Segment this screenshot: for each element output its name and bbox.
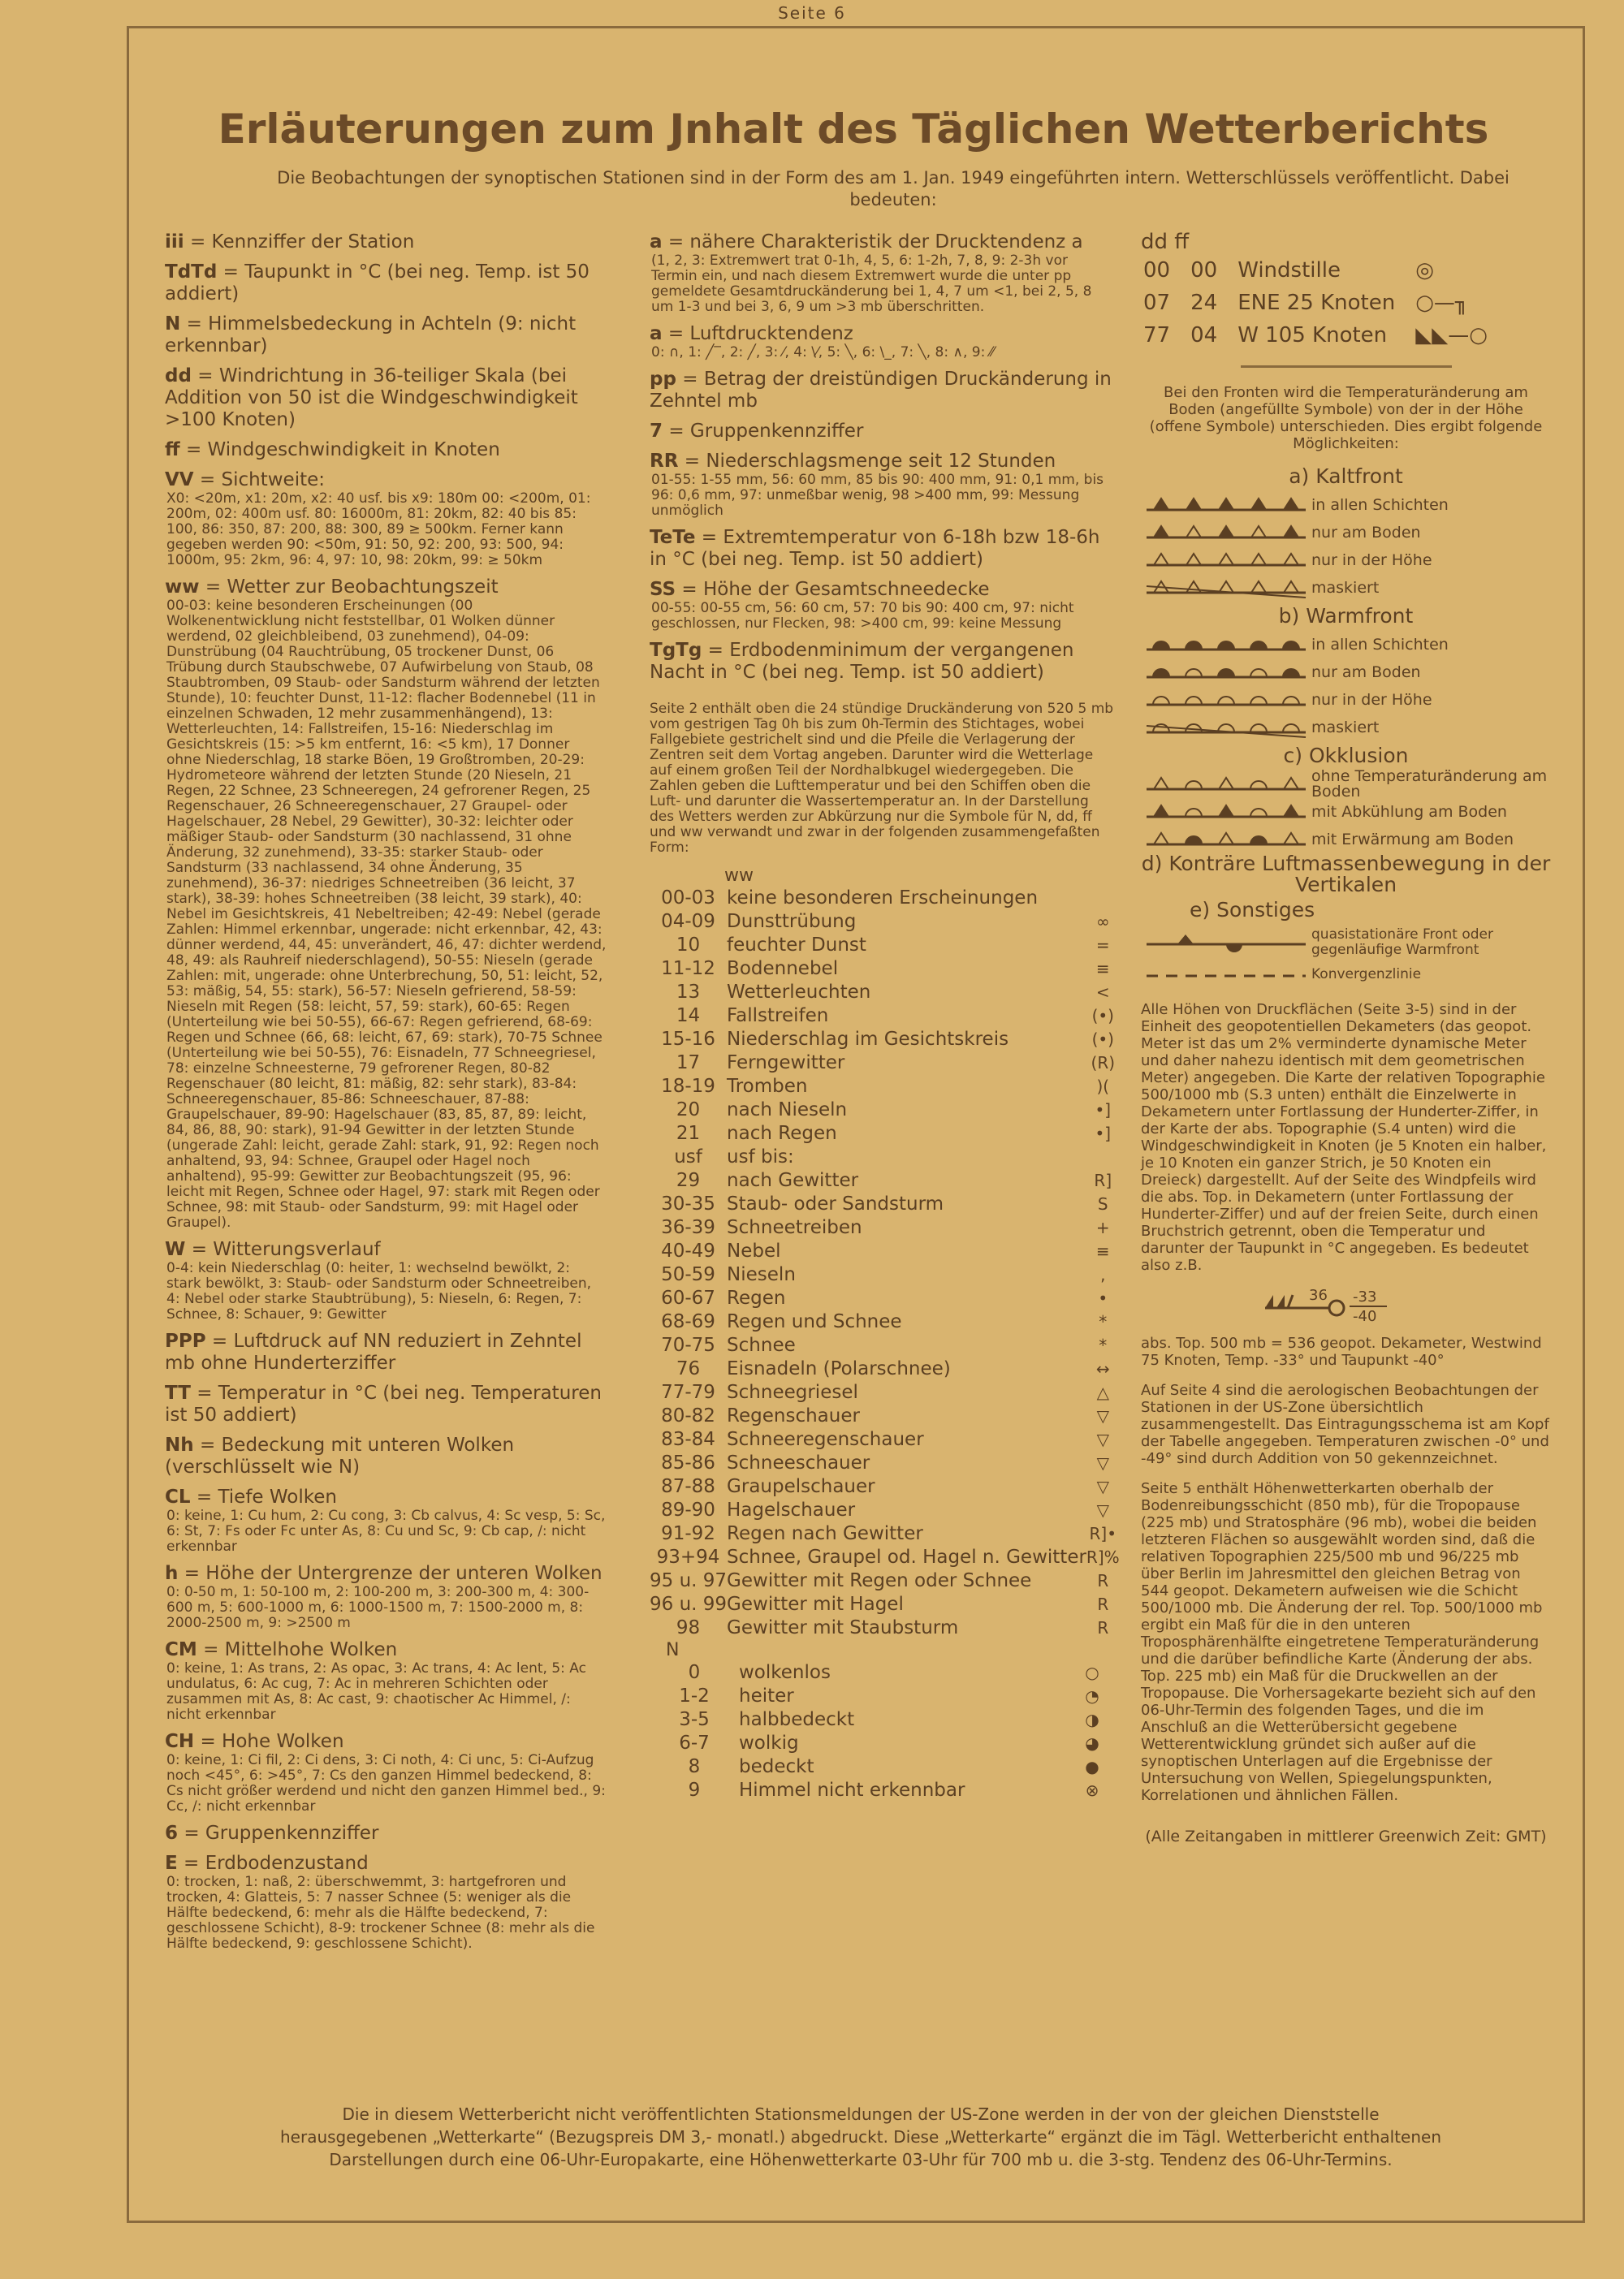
weather-symbol-icon: * xyxy=(1099,1312,1108,1332)
label: Bodennebel xyxy=(727,958,839,979)
convergence-line-icon xyxy=(1141,963,1311,986)
ww-row xyxy=(650,1122,1120,1146)
weather-symbol-icon: ▽ xyxy=(1096,1477,1109,1496)
ww-row xyxy=(650,1028,1120,1051)
label: wolkig xyxy=(739,1733,799,1754)
example-num: 36 xyxy=(1308,1287,1328,1304)
ddff-header: dd ff xyxy=(1141,230,1190,254)
legend-entry: pp = Betrag der dreistündigen Druckänderung in Zehntel mb xyxy=(650,369,1112,412)
fronts-intro: Bei den Fronten wird die Temperaturänderung am Boden (angefüllte Symbole) von der in der Höhe (offene Symbole) unterschieden. Dies ergibt folgende Möglichkeiten: xyxy=(1149,384,1543,452)
weather-symbol-icon: ▽ xyxy=(1096,1430,1109,1449)
weather-symbol-icon xyxy=(1086,1146,1120,1169)
legend-text: (1, 2, 3: Extremwert trat 0-1h, 4, 5, 6: 1-2h, 7, 8, 9: 2-3h vor Termin ein, und nach diesem Extremwert wurde die unter pp gemeldete Gesamtdruckänderung bei 1, 4, 7 um <1, bei 2, 5, 8 um 1-3 und bei 3, 6, 9 um >3 mb überschritten. xyxy=(651,253,1092,315)
weather-symbol-icon: ↔ xyxy=(1095,1359,1110,1379)
weather-symbol-icon: ▽ xyxy=(1096,1453,1109,1473)
weather-symbol-icon: R]• xyxy=(1089,1524,1117,1543)
n-row xyxy=(650,1708,1116,1732)
ff: 04 xyxy=(1190,323,1218,347)
label: Regen und Schnee xyxy=(727,1311,902,1332)
ddff-row xyxy=(1142,287,1505,318)
legend-text: 0: keine, 1: As trans, 2: As opac, 3: Ac trans, 4: Ac lent, 5: Ac undulatus, 6: Ac cug, 7: Ac in mehreren Schichten oder zusammen mit As, 8: Ac cast, 9: chaotischer Ac Himmel, /: nicht erkennbar xyxy=(166,1660,586,1723)
label: nach Nieseln xyxy=(727,1099,848,1120)
stationary-front-icon xyxy=(1141,931,1311,954)
example-dew: -40 xyxy=(1352,1308,1376,1324)
front-row xyxy=(1141,767,1551,801)
wind-symbol-icon: ○—╖ xyxy=(1415,291,1468,315)
label: nach Regen xyxy=(727,1123,837,1144)
weather-symbol-icon: ○ xyxy=(1085,1663,1099,1682)
ww-row xyxy=(650,1146,1120,1169)
weather-symbol-icon: * xyxy=(1099,1336,1108,1355)
n-table xyxy=(650,1661,1116,1802)
ww-row xyxy=(650,957,1120,981)
weather-symbol-icon: ◑ xyxy=(1085,1710,1099,1729)
code: 96 u. 99 xyxy=(650,1594,728,1615)
front-label: in allen Schichten xyxy=(1311,635,1449,654)
code: 13 xyxy=(676,982,701,1003)
code: 70-75 xyxy=(661,1335,715,1356)
weather-symbol-icon: ⊗ xyxy=(1085,1780,1099,1800)
front-symbol-icon xyxy=(1141,633,1311,656)
code: 76 xyxy=(676,1358,701,1379)
code: 93+94 xyxy=(656,1547,720,1568)
dd: 00 xyxy=(1143,258,1171,283)
example-temp: -33 xyxy=(1352,1288,1376,1306)
front-label: nur am Boden xyxy=(1311,663,1421,681)
kaltfront-title: a) Kaltfront xyxy=(1289,464,1403,488)
code: 29 xyxy=(676,1170,701,1191)
wind-symbol-icon: ◎ xyxy=(1415,258,1434,283)
weather-symbol-icon: (•) xyxy=(1091,1029,1114,1049)
code: 87-88 xyxy=(661,1476,715,1497)
weather-symbol-icon: ≡ xyxy=(1095,959,1110,978)
front-row xyxy=(1141,925,1551,960)
zeitangaben: (Alle Zeitangaben in mittlerer Greenwich Zeit: GMT) xyxy=(1145,1828,1547,1845)
code: 9 xyxy=(688,1780,701,1801)
label: Wetterleuchten xyxy=(727,982,871,1003)
kontraere-title: d) Konträre Luftmassenbewegung in der Vertikalen xyxy=(1141,852,1551,896)
front-label: mit Erwärmung am Boden xyxy=(1311,830,1514,848)
weather-symbol-icon: , xyxy=(1100,1265,1106,1284)
code: 15-16 xyxy=(661,1029,715,1050)
label: W 105 Knoten xyxy=(1237,323,1388,347)
ww-row xyxy=(650,910,1120,934)
label: feuchter Dunst xyxy=(727,934,866,956)
label: heiter xyxy=(739,1686,794,1707)
code: 68-69 xyxy=(661,1311,715,1332)
front-row xyxy=(1141,546,1551,574)
legend-text: 0: 0-50 m, 1: 50-100 m, 2: 100-200 m, 3: 200-300 m, 4: 300-600 m, 5: 600-1000 m, 6: 1000-1500 m, 7: 1500-2000 m, 8: 2000-2500 m, 9: >2500 m xyxy=(166,1584,590,1631)
code: 89-90 xyxy=(661,1500,715,1521)
code: 36-39 xyxy=(661,1217,715,1238)
code: 0 xyxy=(688,1662,701,1683)
ww-row xyxy=(650,1240,1120,1263)
weather-symbol-icon: )( xyxy=(1096,1077,1110,1096)
legend-entry: TgTg = Erdbodenminimum der vergangenen Nacht in °C (bei neg. Temp. ist 50 addiert) xyxy=(650,640,1074,683)
dd: 77 xyxy=(1143,323,1171,347)
weather-symbol-icon: ▽ xyxy=(1096,1406,1109,1426)
label: Schneeschauer xyxy=(727,1452,870,1474)
front-symbol-icon xyxy=(1141,549,1311,572)
front-row xyxy=(1141,574,1551,602)
code: 14 xyxy=(676,1005,701,1026)
label: usf bis: xyxy=(727,1146,794,1168)
legend-entry: 7 = Gruppenkennziffer xyxy=(650,421,864,442)
weather-symbol-icon: R xyxy=(1097,1618,1109,1638)
legend-entry: TdTd = Taupunkt in °C (bei neg. Temp. ist 50 addiert) xyxy=(165,261,590,304)
legend-entry: SS = Höhe der Gesamtschneedecke 00-55: 00-55 cm, 56: 60 cm, 57: 70 bis 90: 400 cm, 97: nicht geschlossen, nur Flecken, 98: >400 cm, 99: keine Messung xyxy=(650,579,1116,632)
front-row xyxy=(1141,631,1551,658)
legend-entry: a = Luftdrucktendenz 0: ∩, 1: ╱‾, 2: ╱, 3: ⁄, 4: \⁄, 5: ╲, 6: \_, 7: ╲, 8: ∧, 9: ⁄⁄ xyxy=(650,323,1116,360)
label: Regen xyxy=(727,1288,786,1309)
legend-text: 0: trocken, 1: naß, 2: überschwemmt, 3: hartgefroren und trocken, 4: Glatteis, 5: 7 nasser Schnee (5: weniger als die Hälfte bedeckend, 6: mehr als die Hälfte bedeckend, 7: geschlossene Schicht), 8-9: trockener Schnee (8: mehr als die Hälfte bedeckend, 9: geschlossene Schicht). xyxy=(166,1874,595,1952)
front-row xyxy=(1141,826,1551,853)
front-row xyxy=(1141,960,1551,988)
weather-symbol-icon: •] xyxy=(1095,1100,1112,1120)
legend-entry: CH = Hohe Wolken 0: keine, 1: Ci fil, 2: Ci dens, 3: Ci noth, 4: Ci unc, 5: Ci-Aufzug noch <45°, 6: >45°, 7: Cs den ganzen Himmel bedeckend, 8: Cs nicht größer werdend und nicht den ganzen Himmel bed., 9: Cc, /: nicht erkennbar xyxy=(165,1731,607,1815)
ww-row xyxy=(650,1051,1120,1075)
front-label: nur am Boden xyxy=(1311,523,1421,542)
label: wolkenlos xyxy=(739,1662,831,1683)
ww-row xyxy=(650,1334,1120,1357)
n-row xyxy=(650,1685,1116,1708)
code: 30-35 xyxy=(661,1193,715,1215)
ww-table xyxy=(650,887,1120,1640)
weather-symbol-icon: ◕ xyxy=(1085,1733,1099,1753)
front-label: quasistationäre Front oder gegenläufige Warmfront xyxy=(1311,926,1494,958)
front-label: nur in der Höhe xyxy=(1311,550,1432,569)
dd: 07 xyxy=(1143,291,1171,315)
page-title: Erläuterungen zum Jnhalt des Täglichen Wetterberichts xyxy=(218,106,1489,153)
okklusion-title: c) Okklusion xyxy=(1283,744,1409,767)
ww-row xyxy=(650,1098,1120,1122)
legend-text: 00-03: keine besonderen Erscheinungen (00 Wolkenentwicklung nicht feststellbar, 01 Wolken dünner werdend, 02 gleichbleibend, 03 zunehmend), 04-09: Dunstrübung (04 Rauchtrübung, 05 trockener Dunst, 06 Trübung durch Staubschwebe, 07 Aufwirbelung von Staub, 08 Staubtromben, 09 Staub- oder Sandsturm während der letzten Stunde), 10: feuchter Dunst, 11-12: flacher Bodennebel (11 in einzelnen Schwaden, 12 mehr zusammenhängend), 13: Wetterleuchten, 14: Fallstreifen, 15-16: Niederschlag im Gesichtskreis (15: >5 km entfernt, 16: <5 km), 17 Donner ohne Niederschlag, 18 starke Böen, 19 Großtromben, 20-29: Hydrometeore während der letzten Stunde (20 Nieseln, 21 Regen, 22 Schnee, 23 Schneeregen, 24 gefrorener Regen, 25 Regenschauer, 26 Schneeregenschauer, 27 Graupel- oder Hagelschauer, 28 Nebel, 29 Gewitter), 30-32: leichter oder mäßiger Staub- oder Sandsturm (30 nachlassend, 31 ohne Änderung, 32 zunehmend), 33-35: starker Staub- oder Sandsturm (33 nachlassend, 34 ohne Änderung, 35 zunehmend), 36-37: niedriges Schneetreiben (36 leicht, 37 stark), 38-39: hohes Schneetreiben (38 leicht, 39 stark), 40: Nebel im Gesichtskreis, 41 Nebeltreiben; 42-49: Nebel (gerade Zahlen: Himmel erkennbar, ungerade: nicht erkennbar, 42, 43: dünner werdend, 44, 45: unverändert, 46, 47: dichter werdend, 48, 49: als Rauhreif niederschlagend), 50-55: Nieseln (gerade Zahlen: mit, ungerade: ohne Unterbrechung, 50, 51: leicht, 52, 53: mäßig, 54, 55: stark), 56-57: Nieseln gefrierend, 58-59: Nieseln mit Regen (58: leicht, 57, 59: stark), 60-65: Regen (Unterteilung wie bei 50-55), 66-67: Regen gefrierend, 68-69: Regen und Schnee (66, 68: leicht, 67, 69: stark), 70-75 Schnee (Unterteilung wie bei 50-55), 76: Eisnadeln, 77 Schneegriesel, 78: einzelne Schneesterne, 79 gefrorener Regen, 80-82 Regenschauer (80 leicht, 81: mäßig, 82: sehr stark), 83-84: Schneeregenschauer, 85-86: Schneeschauer, 87-88: Graupelschauer, 89-90: Hagelschauer (83, 85, 87, 89: leicht, 84, 86, 88, 90: stark), 91-94 Gewitter in der letzten Stunde (ungerade Zahl: leicht, gerade Zahl: stark, 91, 92: Regen noch anhaltend, 93, 94: Schnee, Graupel oder Hagel noch anhaltend), 95-99: Gewitter zur Beobachtungszeit (95, 96: leicht mit Regen, Schnee oder Hagel, 97: stark mit Regen oder Schnee, 98: mit Staub- oder Sandsturm, 99: mit Hagel oder Graupel). xyxy=(166,598,607,1231)
front-label: maskiert xyxy=(1311,578,1380,597)
ww-row xyxy=(650,1381,1120,1405)
weather-symbol-icon xyxy=(1086,887,1120,910)
legend-entry: CM = Mittelhohe Wolken 0: keine, 1: As trans, 2: As opac, 3: Ac trans, 4: Ac lent, 5: Ac undulatus, 6: Ac cug, 7: Ac in mehreren Schichten oder zusammen mit As, 8: Ac cast, 9: chaotischer Ac Himmel, /: nicht erkennbar xyxy=(165,1639,607,1723)
ww-row xyxy=(650,1193,1120,1216)
label: Graupelschauer xyxy=(727,1476,875,1497)
ddff-row xyxy=(1142,255,1505,286)
front-symbol-icon xyxy=(1141,521,1311,544)
seite4-text: Auf Seite 4 sind die aerologischen Beobachtungen der Stationen in der US-Zone übersichtlich zusammengestellt. Das Eintragungsschema ist am Kopf der Tabelle angegeben. Temperaturen zwischen -0° und -49° sind durch Addition von 50 gekennzeichnet. xyxy=(1141,1382,1549,1467)
ww-row xyxy=(650,1004,1120,1028)
label: Windstille xyxy=(1237,258,1341,283)
ww-row xyxy=(650,1546,1120,1569)
ww-row xyxy=(650,934,1120,957)
front-symbol-icon xyxy=(1141,576,1311,599)
page-subtitle: Die Beobachtungen der synoptischen Stationen sind in der Form des am 1. Jan. 1949 eingeführten intern. Wetterschlüssels veröffentlicht. Dabei bedeuten: xyxy=(277,168,1510,209)
front-label: mit Abkühlung am Boden xyxy=(1311,802,1507,821)
label: Fallstreifen xyxy=(727,1005,829,1026)
ww-row xyxy=(650,1499,1120,1522)
ww-row xyxy=(650,1475,1120,1499)
seite5-text: Seite 5 enthält Höhenwetterkarten oberhalb der Bodenreibungsschicht (850 mb), für die Tropopause (225 mb) und Stratosphäre (96 mb), wobei die beiden letzteren Flächen so ausgewählt worden sind, daß die relativen Topographien 225/500 mb und 96/225 mb über Berlin im Jahresmittel den gleichen Betrag von 544 geopot. Dekametern aufweisen wie die Schicht 500/1000 mb. Die Änderung der rel. Top. 500/1000 mb ergibt ein Maß für die in den unteren Troposphärenhälfte eingetretene Temperaturänderung und die darüber befindliche Karte (Änderung der abs. Top. 225 mb) ein Maß für die Druckwellen an der Tropopause. Die Vorhersagekarte bezieht sich auf den 06-Uhr-Termin des folgenden Tages, und die im Anschluß an die Wetterübersicht gegebene Wetterentwicklung gründet sich außer auf die synoptischen Unterlagen auf die Ergebnisse der Untersuchung von Wellen, Spiegelungspunkten, Korrelationen und ähnlichen Fällen. xyxy=(1141,1480,1543,1804)
legend-text: 0: keine, 1: Cu hum, 2: Cu cong, 3: Cb calvus, 4: Sc vesp, 5: Sc, 6: St, 7: Fs oder Fc unter As, 8: Cu und Sc, 9: Cb cap, /: nicht erkennbar xyxy=(166,1508,606,1555)
label: Gewitter mit Regen oder Schnee xyxy=(727,1570,1032,1591)
n-row xyxy=(650,1755,1116,1779)
code: 85-86 xyxy=(661,1452,715,1474)
label: Himmel nicht erkennbar xyxy=(739,1780,965,1801)
weather-symbol-icon: R] xyxy=(1094,1171,1112,1190)
code: 18-19 xyxy=(661,1076,715,1097)
code: usf xyxy=(674,1146,702,1168)
front-symbol-icon xyxy=(1141,801,1311,823)
front-label: ohne Temperaturänderung am Boden xyxy=(1311,767,1548,801)
ww-row xyxy=(650,1593,1120,1616)
legend-entry: h = Höhe der Untergrenze der unteren Wolken 0: 0-50 m, 1: 50-100 m, 2: 100-200 m, 3: 200-300 m, 4: 300-600 m, 5: 600-1000 m, 6: 1000-1500 m, 7: 1500-2000 m, 8: 2000-2500 m, 9: >2500 m xyxy=(165,1563,607,1631)
n-row xyxy=(650,1779,1116,1802)
code: 8 xyxy=(688,1756,701,1777)
weather-symbol-icon: △ xyxy=(1096,1383,1109,1402)
ww-header: ww xyxy=(724,865,754,886)
legend-entry: PPP = Luftdruck auf NN reduziert in Zehntel mb ohne Hunderterziffer xyxy=(165,1331,582,1374)
weather-symbol-icon: R xyxy=(1097,1595,1109,1614)
warmfront-title: b) Warmfront xyxy=(1278,604,1414,628)
code: 21 xyxy=(676,1123,701,1144)
label: Regenschauer xyxy=(727,1405,860,1427)
code: 60-67 xyxy=(661,1288,715,1309)
ww-row xyxy=(650,1310,1120,1334)
legend-entry: VV = Sichtweite: X0: <20m, x1: 20m, x2: 40 usf. bis x9: 180m 00: <200m, 01: 200m, 02: 400m usf. 80: 16000m, 81: 20km, 82: 40 bis 85: 100, 86: 350, 87: 200, 88: 300, 89 ≥ 500km. Ferner kann gegeben werden 90: <50m, 91: 50, 92: 200, 93: 500, 94: 1000m, 95: 2km, 96: 4, 97: 10, 98: 20km, 99: ≥ 50km xyxy=(165,469,607,568)
front-row xyxy=(1141,491,1551,519)
code: 10 xyxy=(676,934,701,956)
legend-entry: CL = Tiefe Wolken 0: keine, 1: Cu hum, 2: Cu cong, 3: Cb calvus, 4: Sc vesp, 5: Sc, 6: St, 7: Fs oder Fc unter As, 8: Cu und Sc, 9: Cb cap, /: nicht erkennbar xyxy=(165,1487,607,1555)
code: 04-09 xyxy=(661,911,715,932)
legend-text: 01-55: 1-55 mm, 56: 60 mm, 85 bis 90: 400 mm, 91: 0,1 mm, bis 96: 0,6 mm, 97: unmeßbar wenig, 98 >400 mm, 99: Messung unmöglich xyxy=(651,472,1104,519)
ff: 00 xyxy=(1190,258,1218,283)
ww-row xyxy=(650,981,1120,1004)
weather-symbol-icon: R xyxy=(1097,1571,1109,1591)
code: 00-03 xyxy=(661,887,715,909)
front-row xyxy=(1141,519,1551,546)
ww-row xyxy=(650,1287,1120,1310)
label: Hagelschauer xyxy=(727,1500,856,1521)
weather-symbol-icon: < xyxy=(1095,982,1110,1002)
weather-symbol-icon: R]% xyxy=(1086,1547,1120,1567)
weather-symbol-icon: ∞ xyxy=(1095,912,1110,931)
legend-entry: E = Erdbodenzustand 0: trocken, 1: naß, 2: überschwemmt, 3: hartgefroren und trocken, 4: Glatteis, 5: 7 nasser Schnee (5: weniger als die Hälfte bedeckend, 6: mehr als die Hälfte bedeckend, 7: geschlossene Schicht), 8-9: trockener Schnee (8: mehr als die Hälfte bedeckend, 9: geschlossene Schicht). xyxy=(165,1853,607,1952)
label: Ferngewitter xyxy=(727,1052,845,1073)
ww-row xyxy=(650,1216,1120,1240)
label: ENE 25 Knoten xyxy=(1237,291,1396,315)
weather-symbol-icon: • xyxy=(1098,1288,1108,1308)
code: 6-7 xyxy=(679,1733,710,1754)
sonstiges-title: e) Sonstiges xyxy=(1190,898,1315,922)
code: 1-2 xyxy=(679,1686,710,1707)
legend-entry: dd = Windrichtung in 36-teiliger Skala (bei Addition von 50 ist die Windgeschwindigkeit >100 Knoten) xyxy=(165,365,578,430)
example-symbol xyxy=(1141,1284,1551,1328)
front-label: nur in der Höhe xyxy=(1311,690,1432,709)
label: Staub- oder Sandsturm xyxy=(727,1193,944,1215)
column-middle xyxy=(650,231,1120,1802)
front-symbol-icon xyxy=(1141,661,1311,684)
front-row xyxy=(1141,658,1551,686)
legend-entry: 6 = Gruppenkennziffer xyxy=(165,1823,379,1844)
weather-symbol-icon: = xyxy=(1095,935,1110,955)
code: 40-49 xyxy=(661,1241,715,1262)
ww-row xyxy=(650,1616,1120,1640)
label: Gewitter mit Staubsturm xyxy=(727,1617,959,1638)
ww-row xyxy=(650,1169,1120,1193)
ddff-table xyxy=(1141,253,1507,352)
front-symbol-icon xyxy=(1141,828,1311,851)
label: Schneeregenschauer xyxy=(727,1429,924,1450)
front-symbol-icon xyxy=(1141,688,1311,711)
legend-entry: a = nähere Charakteristik der Drucktendenz a (1, 2, 3: Extremwert trat 0-1h, 4, 5, 6: 1-2h, 7, 8, 9: 2-3h vor Termin ein, und nach diesem Extremwert wurde die unter pp gemeldete Gesamtdruckänderung bei 1, 4, 7 um <1, bei 2, 5, 8 um 1-3 und bei 3, 6, 9 um >3 mb überschritten. xyxy=(650,231,1116,315)
label: Schneegriesel xyxy=(727,1382,858,1403)
front-label: Konvergenzlinie xyxy=(1311,965,1422,982)
code: 20 xyxy=(676,1099,701,1120)
label: Niederschlag im Gesichtskreis xyxy=(727,1029,1009,1050)
label: Nebel xyxy=(727,1241,781,1262)
ww-row xyxy=(650,1263,1120,1287)
weather-symbol-icon: (R) xyxy=(1091,1053,1116,1073)
page-number: Seite 6 xyxy=(778,3,846,23)
code: 17 xyxy=(676,1052,701,1073)
weather-symbol-icon: ≡ xyxy=(1095,1241,1110,1261)
n-row xyxy=(650,1661,1116,1685)
weather-symbol-icon: (•) xyxy=(1091,1006,1114,1025)
front-symbol-icon xyxy=(1141,773,1311,796)
legend-entry: ff = Windgeschwindigkeit in Knoten xyxy=(165,439,500,460)
front-row xyxy=(1141,686,1551,714)
weather-symbol-icon: ◔ xyxy=(1085,1686,1099,1706)
wind-arrow-icon xyxy=(1249,1284,1444,1324)
label: keine besonderen Erscheinungen xyxy=(727,887,1039,909)
ddff-row xyxy=(1142,320,1505,351)
legend-entry: ww = Wetter zur Beobachtungszeit 00-03: keine besonderen Erscheinungen (00 Wolkenentwicklung nicht feststellbar, 01 Wolken dünner werdend, 02 gleichbleibend, 03 zunehmend), 04-09: Dunstrübung (04 Rauchtrübung, 05 trockener Dunst, 06 Trübung durch Staubschwebe, 07 Aufwirbelung von Staub, 08 Staubtromben, 09 Staub- oder Sandsturm während der letzten Stunde), 10: feuchter Dunst, 11-12: flacher Bodennebel (11 in einzelnen Schwaden, 12 mehr zusammenhängend), 13: Wetterleuchten, 14: Fallstreifen, 15-16: Niederschlag im Gesichtskreis (15: >5 km entfernt, 16: <5 km), 17 Donner ohne Niederschlag, 18 starke Böen, 19 Großtromben, 20-29: Hydrometeore während der letzten Stunde (20 Nieseln, 21 Regen, 22 Schnee, 23 Schneeregen, 24 gefrorener Regen, 25 Regenschauer, 26 Schneeregenschauer, 27 Graupel- oder Hagelschauer, 28 Nebel, 29 Gewitter), 30-32: leichter oder mäßiger Staub- oder Sandsturm (30 nachlassend, 31 ohne Änderung, 32 zunehmend), 33-35: starker Staub- oder Sandsturm (33 nachlassend, 34 ohne Änderung, 35 zunehmend), 36-37: niedriges Schneetreiben (36 leicht, 37 stark), 38-39: hohes Schneetreiben (38 leicht, 39 stark), 40: Nebel im Gesichtskreis, 41 Nebeltreiben; 42-49: Nebel (gerade Zahlen: Himmel erkennbar, ungerade: nicht erkennbar, 42, 43: dünner werdend, 44, 45: unverändert, 46, 47: dichter werdend, 48, 49: als Rauhreif niederschlagend), 50-55: Nieseln (gerade Zahlen: mit, ungerade: ohne Unterbrechung, 50, 51: leicht, 52, 53: mäßig, 54, 55: stark), 56-57: Nieseln gefrierend, 58-59: Nieseln mit Regen (58: leicht, 57, 59: stark), 60-65: Regen (Unterteilung wie bei 50-55), 66-67: Regen gefrierend, 68-69: Regen und Schnee (66, 68: leicht, 67, 69: stark), 70-75 Schnee (Unterteilung wie bei 50-55), 76: Eisnadeln, 77 Schneegriesel, 78: einzelne Schneesterne, 79 gefrorener Regen, 80-82 Regenschauer (80 leicht, 81: mäßig, 82: sehr stark), 83-84: Schneeregenschauer, 85-86: Schneeschauer, 87-88: Graupelschauer, 89-90: Hagelschauer (83, 85, 87, 89: leicht, 84, 86, 88, 90: stark), 91-94 Gewitter in der letzten Stunde (ungerade Zahl: leicht, gerade Zahl: stark, 91, 92: Regen noch anhaltend, 93, 94: Schnee, Graupel oder Hagel noch anhaltend), 95-99: Gewitter zur Beobachtungszeit (95, 96: leicht mit Regen, Schnee oder Hagel, 97: stark mit Regen oder Schnee, 98: mit Staub- oder Sandsturm, 99: mit Hagel oder Graupel). xyxy=(165,576,607,1231)
footer-text: Die in diesem Wetterbericht nicht veröffentlichten Stationsmeldungen der US-Zone werden in der von der gleichen Dienststelle herausgegebenen „Wetterkarte“ (Bezugspreis DM 3,- monatl.) abgedruckt. Diese „Wetterkarte“ ergänzt die im Tägl. Wetterbericht enthaltenen Darstellungen durch eine 06-Uhr-Europakarte, eine Höhenwetterkarte 03-Uhr für 700 mb u. die 3-stg. Tendenz des 06-Uhr-Termins. xyxy=(279,2104,1442,2169)
legend-entry: TT = Temperatur in °C (bei neg. Temperaturen ist 50 addiert) xyxy=(165,1383,602,1426)
divider xyxy=(1241,365,1452,368)
legend-entry: RR = Niederschlagsmenge seit 12 Stunden 01-55: 1-55 mm, 56: 60 mm, 85 bis 90: 400 mm, 91: 0,1 mm, bis 96: 0,6 mm, 97: unmeßbar wenig, 98 >400 mm, 99: Messung unmöglich xyxy=(650,451,1116,519)
legend-text: 0: keine, 1: Ci fil, 2: Ci dens, 3: Ci noth, 4: Ci unc, 5: Ci-Aufzug noch <45°, 6: >45°, 7: Cs den ganzen Himmel bedeckend, 8: Cs nicht größer werdend und nicht den ganzen Himmel bed., 9: Cc, /: nicht erkennbar xyxy=(166,1752,606,1815)
column-right xyxy=(1141,231,1551,1855)
code: 91-92 xyxy=(661,1523,715,1544)
weather-symbol-icon: •] xyxy=(1095,1124,1112,1143)
label: Dunsttrübung xyxy=(727,911,857,932)
label: Schnee, Graupel od. Hagel n. Gewitter xyxy=(727,1547,1086,1568)
front-symbol-icon xyxy=(1141,716,1311,739)
n-row xyxy=(650,1732,1116,1755)
front-row xyxy=(1141,714,1551,741)
weather-symbol-icon: S xyxy=(1097,1194,1108,1214)
legend-entry: iii = Kennziffer der Station xyxy=(165,231,415,253)
label: Schnee xyxy=(727,1335,796,1356)
legend-entry: N = Himmelsbedeckung in Achteln (9: nicht erkennbar) xyxy=(165,313,577,356)
label: bedeckt xyxy=(739,1756,814,1777)
ff: 24 xyxy=(1190,291,1218,315)
label: Schneetreiben xyxy=(727,1217,862,1238)
ww-row xyxy=(650,1428,1120,1452)
seite2-text: Seite 2 enthält oben die 24 stündige Druckänderung von 520 5 mb vom gestrigen Tag 0h bis zum 0h-Termin des Stichtages, wobei Fallgebiete gestrichelt sind und die Pfeile die Verlagerung der Zentren seit dem Vortag angeben. Darunter wird die Wetterlage auf einem großen Teil der Nordhalbkugel wiedergegeben. Die Zahlen geben die Lufttemperatur und bei den Schiffen oben die Luft- und darunter die Wassertemperatur an. In der Darstellung des Wetters werden zur Abkürzung nur die Symbole für N, dd, ff und ww verwandt und zwar in der folgenden zusammengefaßten Form: xyxy=(650,701,1114,856)
ww-row xyxy=(650,1075,1120,1098)
front-label: maskiert xyxy=(1311,718,1380,736)
front-row xyxy=(1141,798,1551,826)
legend-entry: TeTe = Extremtemperatur von 6-18h bzw 18-6h in °C (bei neg. Temp. ist 50 addiert) xyxy=(650,527,1100,570)
label: Regen nach Gewitter xyxy=(727,1523,923,1544)
legend-text: X0: <20m, x1: 20m, x2: 40 usf. bis x9: 180m 00: <200m, 01: 200m, 02: 400m usf. 80: 16000m, 81: 20km, 82: 40 bis 85: 100, 86: 350, 87: 200, 88: 300, 89 ≥ 500km. Ferner kann gegeben werden 90: <50m, 91: 50, 92: 200, 93: 500, 94: 1000m, 95: 2km, 96: 4, 97: 10, 98: 20km, 99: ≥ 50km xyxy=(166,490,591,568)
legend-entry: W = Witterungsverlauf 0-4: kein Niederschlag (0: heiter, 1: wechselnd bewölkt, 2: stark bewölkt, 3: Staub- oder Sandsturm oder Schneetreiben, 4: Nebel oder starke Staubtrübung), 5: Nieseln, 6: Regen, 7: Schnee, 8: Schauer, 9: Gewitter xyxy=(165,1239,607,1323)
code: 95 u. 97 xyxy=(650,1570,728,1591)
legend-text: 0-4: kein Niederschlag (0: heiter, 1: wechselnd bewölkt, 2: stark bewölkt, 3: Staub- oder Sandsturm oder Schneetreiben, 4: Nebel oder starke Staubtrübung), 5: Nieseln, 6: Regen, 7: Schnee, 8: Schauer, 9: Gewitter xyxy=(166,1260,592,1323)
front-symbol-icon xyxy=(1141,494,1311,516)
code: 3-5 xyxy=(679,1709,710,1730)
ww-row xyxy=(650,1357,1120,1381)
n-header: N xyxy=(666,1640,680,1660)
label: Tromben xyxy=(727,1076,808,1097)
label: halbbedeckt xyxy=(739,1709,855,1730)
label: nach Gewitter xyxy=(727,1170,859,1191)
weather-symbol-icon: ● xyxy=(1085,1757,1099,1776)
code: 83-84 xyxy=(661,1429,715,1450)
column-left xyxy=(165,231,607,1960)
legend-entry: Nh = Bedeckung mit unteren Wolken (verschlüsselt wie N) xyxy=(165,1435,515,1478)
wind-symbol-icon: ◣◣—○ xyxy=(1415,323,1488,347)
ww-row xyxy=(650,1569,1120,1593)
code: 11-12 xyxy=(661,958,715,979)
code: 77-79 xyxy=(661,1382,715,1403)
legend-text: 0: ∩, 1: ╱‾, 2: ╱, 3: ⁄, 4: \⁄, 5: ╲, 6: \_, 7: ╲, 8: ∧, 9: ⁄⁄ xyxy=(651,344,995,360)
ww-row xyxy=(650,1522,1120,1546)
ww-row xyxy=(650,1452,1120,1475)
label: Nieseln xyxy=(727,1264,796,1285)
weather-symbol-icon: ▽ xyxy=(1096,1500,1109,1520)
code: 50-59 xyxy=(661,1264,715,1285)
label: Eisnadeln (Polarschnee) xyxy=(727,1358,951,1379)
front-label: in allen Schichten xyxy=(1311,495,1449,514)
ww-row xyxy=(650,887,1120,910)
ww-row xyxy=(650,1405,1120,1428)
example-text: abs. Top. 500 mb = 536 geopot. Dekameter, Westwind 75 Knoten, Temp. -33° und Taupunkt -40° xyxy=(1141,1335,1542,1369)
legend-text: 00-55: 00-55 cm, 56: 60 cm, 57: 70 bis 90: 400 cm, 97: nicht geschlossen, nur Flecken, 98: >400 cm, 99: keine Messung xyxy=(651,600,1074,632)
code: 98 xyxy=(676,1617,701,1638)
weather-symbol-icon: + xyxy=(1095,1218,1110,1237)
label: Gewitter mit Hagel xyxy=(727,1594,904,1615)
hoehen-text: Alle Höhen von Druckflächen (Seite 3-5) sind in der Einheit des geopotentiellen Dekameters (das geopot. Meter ist das um 2% verminderte dynamische Meter und daher nahezu identisch mit dem geometrischen Meter) angegeben. Die Karte der relativen Topographie 500/1000 mb (S.3 unten) enthält die Einzelwerte in Dekametern unter Fortlassung der Hunderter-Ziffer, in der Karte der abs. Topographie (S.4 unten) wird die Windgeschwindigkeit in Knoten (je 5 Knoten ein halber, je 10 Knoten ein ganzer Strich, je 50 Knoten ein Dreieck) dargestellt. Auf der Seite des Windpfeils wird die abs. Top. in Dekametern (unter Fortlassung der Hunderter-Ziffer) und auf der freien Seite, durch einen Bruchstrich getrennt, oben die Temperatur und darunter der Taupunkt in °C angegeben. Es bedeutet also z.B. xyxy=(1141,1001,1547,1274)
code: 80-82 xyxy=(661,1405,715,1427)
